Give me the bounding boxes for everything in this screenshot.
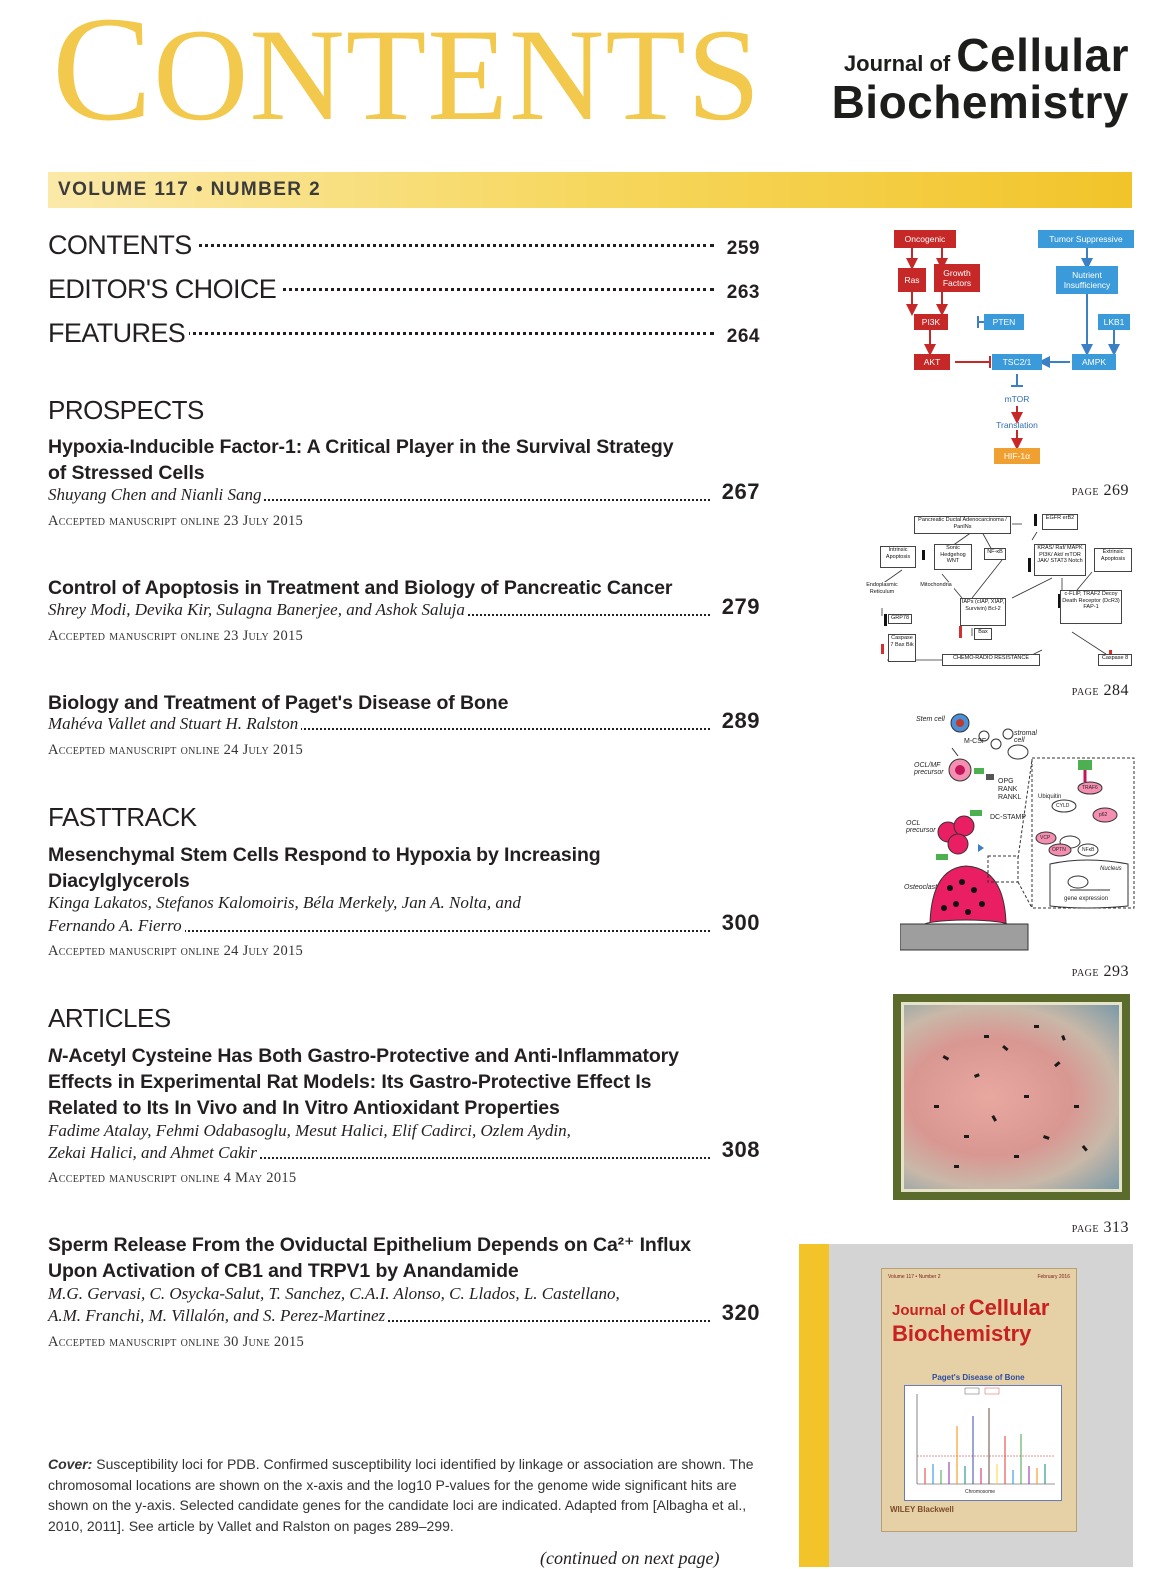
label-nucleus: Nucleus: [1100, 866, 1122, 872]
article-page: 320: [721, 1300, 760, 1325]
cover-note: [48, 1454, 758, 1536]
caption-word: page: [1071, 1221, 1099, 1236]
title-text: -Acetyl Cysteine Has Both Gastro-Protective and Anti-Inflammatory: [61, 1045, 679, 1067]
cover-note-text: Susceptibility loci for PDB. Confirmed susceptibility loci identified by linkage or association are shown. The chromosomal locations are shown on the x-axis and the log10 P-values for the genome wide significant hits are shown on the y-axis. Selected candidate genes for the candidate loci are indicated. Adapted from [Albagha et al., 2010, 2011]. See article by Vallet and Ralston on pages 289–299.: [48, 1456, 754, 1534]
figure-caption-page: [1072, 1219, 1129, 1237]
authors-line: M.G. Gervasi, C. Osycka-Salut, T. Sanchez, C.A.I. Alonso, C. Llados, L. Castellano,: [48, 1284, 620, 1303]
photo-lesions: [904, 1005, 1119, 1189]
article-authors-paget: [48, 708, 760, 738]
label-opg: OPG: [998, 778, 1014, 785]
node-tumor-suppressive: Tumor Suppressive: [1038, 230, 1134, 248]
label-stromal: stromal cell: [1014, 730, 1037, 744]
label-ocl: OCL precursor: [906, 820, 936, 834]
node-translation: Translation: [996, 420, 1038, 430]
figure-caption-page: [1072, 682, 1129, 700]
accepted-date: Accepted manuscript online 23 July 2015: [48, 628, 304, 644]
box-intrinsic: Intrinsic Apoptosis: [880, 546, 916, 568]
title-line: Effects in Experimental Rat Models: Its Gastro-Protective Effect Is: [48, 1071, 652, 1093]
section-fasttrack: FASTTRACK: [48, 802, 197, 832]
title-line: Sperm Release From the Oviductal Epithelium Depends on Ca²⁺ Influx: [48, 1234, 691, 1256]
node-oncogenic: Oncogenic: [894, 230, 956, 248]
node-pi3k: PI3K: [914, 314, 948, 330]
label-optn: OPTN: [1052, 847, 1066, 853]
cover-journal-big: Cellular: [968, 1295, 1050, 1320]
toc-page: 264: [726, 326, 760, 347]
cover-publisher: WILEY Blackwell: [890, 1505, 954, 1514]
node-tsc: TSC2/1: [992, 354, 1042, 370]
label-cyld: CYLD: [1056, 803, 1070, 809]
article-title-sperm[interactable]: [48, 1232, 728, 1284]
cover-journal-small: Journal of: [892, 1302, 965, 1319]
cover-volume: Volume 117 • Number 2: [888, 1274, 941, 1280]
authors: Shuyang Chen and Nianli Sang: [48, 485, 264, 505]
article-authors-msc: [48, 910, 760, 940]
authors: Zekai Halici, and Ahmet Cakir: [48, 1143, 260, 1163]
cover-magazine: [881, 1268, 1077, 1532]
accepted-date: Accepted manuscript online 24 July 2015: [48, 943, 304, 959]
toc-entry-contents[interactable]: [48, 230, 760, 270]
node-akt: AKT: [914, 354, 950, 370]
article-authors-hif1: [48, 479, 760, 509]
cover-journal-line1: [892, 1295, 1049, 1321]
article-title-hif1[interactable]: [48, 434, 708, 486]
title-line: Control of Apoptosis in Treatment and Biology of Pancreatic Cancer: [48, 577, 673, 599]
box-nfkb: NF-κB: [984, 548, 1006, 560]
caption-word: page: [1071, 484, 1099, 499]
box-iaps: IAPs (cIAP, XIAP, Survivin) Bcl-2: [960, 598, 1006, 626]
node-ras: Ras: [898, 268, 926, 292]
accepted-date: Accepted manuscript online 4 May 2015: [48, 1170, 297, 1186]
journal-logo-line2: Biochemistry: [831, 76, 1129, 128]
label-mcsf: M-CSF: [964, 738, 987, 745]
title-line: Mesenchymal Stem Cells Respond to Hypoxia by Increasing: [48, 844, 601, 866]
label-osteoclast: Osteoclast: [904, 884, 938, 891]
label-stemcell: Stem cell: [916, 716, 945, 723]
article-title-paget[interactable]: [48, 690, 708, 716]
toc-entry-editors-choice[interactable]: [48, 274, 760, 314]
toc-entry-features[interactable]: [48, 318, 760, 358]
authors-line: Kinga Lakatos, Stefanos Kalomoiris, Béla Merkely, Jan A. Nolta, and: [48, 893, 521, 912]
article-page: 267: [721, 479, 760, 504]
box-egfr: EGFR erB2: [1042, 514, 1078, 530]
label-mito: Mitochondria: [918, 582, 954, 592]
figure-hif-pathway: [880, 226, 1140, 476]
section-prospects: PROSPECTS: [48, 395, 204, 425]
title-italic: N: [48, 1045, 62, 1067]
section-articles: ARTICLES: [48, 1003, 171, 1033]
contents-heading: [52, 0, 762, 152]
authors-line: Fadime Atalay, Fehmi Odabasoglu, Mesut Halici, Elif Cadirci, Ozlem Aydin,: [48, 1121, 571, 1140]
journal-logo-big: Cellular: [956, 29, 1129, 81]
label-er: Endoplasmic Reticulum: [864, 582, 900, 598]
box-casp7: Caspase 7 Bax Bik: [888, 634, 916, 662]
article-authors-apoptosis: [48, 594, 760, 624]
article-page: 308: [721, 1137, 760, 1162]
caption-number: 313: [1103, 1219, 1129, 1236]
label-oclmf: OCL/MF precursor: [914, 762, 944, 776]
label-vcp: VCP: [1040, 835, 1051, 841]
title-line: Related to Its In Vivo and In Vitro Antioxidant Properties: [48, 1097, 560, 1119]
accepted-date: Accepted manuscript online 30 June 2015: [48, 1334, 305, 1350]
box-pdac: Pancreatic Ductal Adenocarcinoma / PanINs: [914, 516, 1011, 534]
figure-apoptosis-diagram: [862, 510, 1134, 670]
title-line: Hypoxia-Inducible Factor-1: A Critical Player in the Survival Strategy: [48, 436, 674, 458]
box-grp78: GRP78: [888, 614, 912, 624]
cover-image: [799, 1244, 1133, 1567]
volume-label: VOLUME 117 • NUMBER 2: [58, 179, 322, 200]
volume-bar: [48, 172, 1132, 208]
contents-heading-rest: ONTENTS: [153, 1, 762, 148]
node-lkb1: LKB1: [1098, 314, 1130, 330]
title-line: Upon Activation of CB1 and TRPV1 by Anandamide: [48, 1260, 519, 1282]
label-rankl: RANKL: [998, 794, 1022, 801]
box-extrinsic: Extrinsic Apoptosis: [1094, 548, 1132, 572]
toc-label: CONTENTS: [48, 230, 196, 261]
title-line: Biology and Treatment of Paget's Disease of Bone: [48, 692, 509, 714]
accepted-date: Accepted manuscript online 23 July 2015: [48, 513, 304, 529]
figure-tissue-photo: [893, 994, 1130, 1200]
toc-page: 259: [726, 238, 760, 259]
node-ampk: AMPK: [1072, 354, 1116, 370]
label-ubiquitin: Ubiquitin: [1038, 794, 1062, 800]
accepted-date: Accepted manuscript online 24 July 2015: [48, 742, 304, 758]
authors: Shrey Modi, Devika Kir, Sulagna Banerjee, and Ashok Saluja: [48, 600, 468, 620]
caption-number: 284: [1103, 682, 1129, 699]
authors: Mahéva Vallet and Stuart H. Ralston: [48, 714, 301, 734]
article-title-nac[interactable]: [48, 1043, 728, 1121]
node-growth-factors: Growth Factors: [934, 264, 980, 292]
figure-caption-page: [1072, 963, 1129, 981]
node-hif1a: HIF-1α: [994, 448, 1040, 464]
cover-subtitle: Paget's Disease of Bone: [932, 1373, 1025, 1382]
pathway-arrows: [880, 226, 1140, 476]
title-line: [48, 1043, 728, 1069]
node-pten: PTEN: [984, 314, 1024, 330]
caption-number: 269: [1103, 482, 1129, 499]
label-traf6: TRAF6: [1082, 785, 1098, 791]
photo-image: [901, 1002, 1122, 1192]
caption-word: page: [1071, 965, 1099, 980]
authors: A.M. Franchi, M. Villalón, and S. Perez-Martinez: [48, 1306, 388, 1326]
box-cflip: c-FLIP, TRAF2 Decoy Death Receptor (DcR3) FAP-1: [1060, 590, 1122, 624]
box-shh: Sonic Hedgehog WNT: [934, 544, 972, 570]
article-page: 279: [721, 594, 760, 619]
box-kras: KRAS/ Raf/ MAPK PI3K/ Akt/ mTOR JAK/ STAT3 Notch: [1034, 544, 1086, 576]
box-chemo: CHEMO-RADIO RESISTANCE: [942, 654, 1040, 666]
node-mtor: mTOR: [1004, 394, 1030, 404]
article-authors-nac: [48, 1137, 760, 1167]
title-line: of Stressed Cells: [48, 462, 205, 484]
article-page: 300: [721, 910, 760, 935]
article-page: 289: [721, 708, 760, 733]
title-line: Diacylglycerols: [48, 870, 190, 892]
cover-manhattan-plot: [904, 1385, 1062, 1501]
cover-xaxis-label: Chromosome: [965, 1489, 996, 1495]
box-casp8: Caspase 8: [1098, 654, 1132, 666]
article-authors-sperm: [48, 1300, 760, 1330]
label-rank: RANK: [998, 786, 1018, 793]
manhattan-plot: [905, 1386, 1061, 1500]
article-title-apoptosis[interactable]: [48, 575, 708, 601]
label-nfkb: NFκB: [1082, 847, 1095, 853]
cover-journal-line2: Biochemistry: [892, 1321, 1032, 1346]
article-title-msc[interactable]: [48, 842, 708, 894]
contents-heading-initial: C: [52, 0, 154, 152]
caption-word: page: [1071, 684, 1099, 699]
toc-label: EDITOR'S CHOICE: [48, 274, 280, 305]
label-gene: gene expression: [1064, 896, 1109, 902]
authors: Fernando A. Fierro: [48, 916, 185, 936]
figure-caption-page: [1072, 482, 1129, 500]
cover-stripe: [799, 1244, 829, 1567]
node-nutrient: Nutrient Insufficiency: [1056, 266, 1118, 294]
cover-note-label: Cover:: [48, 1456, 93, 1472]
journal-logo-small: Journal of: [843, 51, 951, 76]
continued-note: (continued on next page): [540, 1548, 720, 1568]
figure-osteoclast: [900, 708, 1136, 954]
toc-label: FEATURES: [48, 318, 189, 349]
box-bax: Bax: [974, 628, 992, 640]
label-p62: p62: [1099, 812, 1108, 818]
caption-number: 293: [1103, 963, 1129, 980]
label-dcstamp: DC-STAMP: [990, 814, 1027, 821]
toc-page: 263: [726, 282, 760, 303]
journal-logo: [831, 28, 1129, 128]
cover-date: February 2016: [1037, 1274, 1070, 1280]
